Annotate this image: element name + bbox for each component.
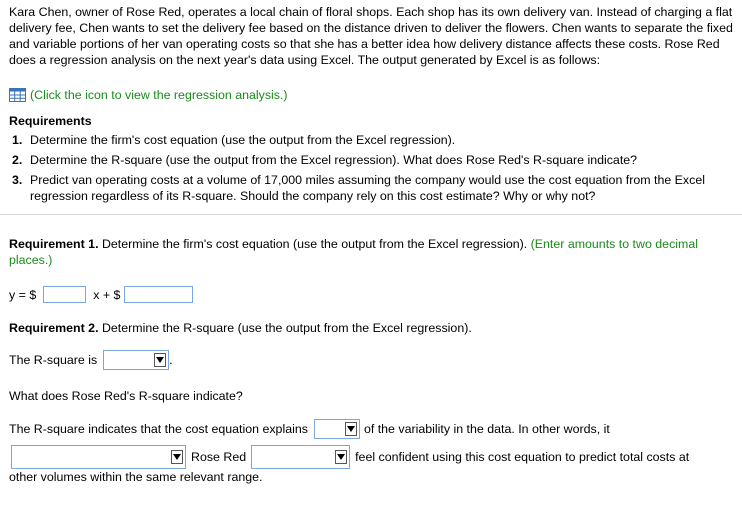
explain-prefix: The R-square indicates that the cost equation explains (9, 422, 308, 436)
variable-cost-input[interactable] (124, 286, 193, 303)
rsquare-prefix: The R-square is (9, 353, 98, 367)
requirement-1-prompt (9, 236, 737, 268)
requirements-title: Requirements (9, 114, 92, 128)
requirement-item-2 (12, 152, 732, 168)
decimal-hint: (Enter amounts to two decimal places.) (9, 237, 698, 267)
requirement-number: 2. (12, 153, 23, 167)
closing-text: other volumes within the same relevant range. (9, 470, 263, 484)
chevron-down-icon[interactable] (345, 422, 357, 436)
section-divider (0, 214, 742, 215)
should-select[interactable] (11, 445, 186, 469)
confidence-select[interactable] (251, 445, 350, 469)
rsquare-suffix: . (169, 353, 173, 367)
requirements-list (12, 132, 732, 208)
requirement-item-1 (12, 132, 732, 148)
requirement-1-label: Requirement 1. (9, 237, 99, 251)
requirement-text: Determine the R-square (use the output from the Excel regression). What does Rose Red's R-square indicate? (30, 153, 638, 167)
cost-equation-row (9, 286, 193, 303)
explain-suffix: of the variability in the data. In other words, it (363, 422, 610, 436)
requirement-text: Predict van operating costs at a volume of 17,000 miles assuming the company would use the cost equation from the Excel regression regardless of its R-square. Should the company rely on this cost estimate? Why or why not? (30, 173, 705, 203)
regression-link[interactable] (9, 88, 288, 102)
chevron-down-icon[interactable] (171, 450, 183, 464)
fixed-cost-input[interactable] (43, 286, 86, 303)
rsquare-row (9, 350, 173, 370)
confidence-text: feel confident using this cost equation to predict total costs at (355, 450, 690, 464)
variability-select[interactable] (314, 419, 360, 439)
x-plus-label: x + $ (93, 287, 121, 302)
rsquare-question: What does Rose Red's R-square indicate? (9, 389, 243, 403)
requirement-text: Determine the firm's cost equation (use the output from the Excel regression). (30, 133, 456, 147)
requirement-number: 1. (12, 133, 23, 147)
requirement-1-text: Determine the firm's cost equation (use the output from the Excel regression). (98, 237, 528, 251)
requirement-number: 3. (12, 173, 23, 187)
chevron-down-icon[interactable] (335, 450, 347, 464)
requirement-2-label: Requirement 2. (9, 321, 99, 335)
company-name: Rose Red (191, 450, 247, 464)
confidence-row (11, 445, 689, 469)
chevron-down-icon[interactable] (154, 353, 166, 367)
regression-link-text[interactable]: (Click the icon to view the regression analysis.) (30, 88, 288, 102)
requirement-2-prompt (9, 321, 472, 335)
y-equals-label: y = $ (9, 287, 37, 302)
rsquare-select[interactable] (103, 350, 169, 370)
table-icon[interactable] (9, 88, 26, 102)
problem-intro: Kara Chen, owner of Rose Red, operates a local chain of floral shops. Each shop has its own delivery van. Instead of charging a flat delivery fee, Chen wants to set the delivery fee based on the distance driven to deliver the flowers. Chen wants to separate the fixed and variable portions of her van operating costs so that she has a better idea how delivery distance affects these costs. Rose Red does a regression analysis on the next year's data using Excel. The output generated by Excel is as follows: (9, 5, 733, 67)
explain-row (9, 419, 610, 439)
requirement-item-3 (12, 172, 732, 204)
requirement-2-text: Determine the R-square (use the output from the Excel regression). (98, 321, 472, 335)
